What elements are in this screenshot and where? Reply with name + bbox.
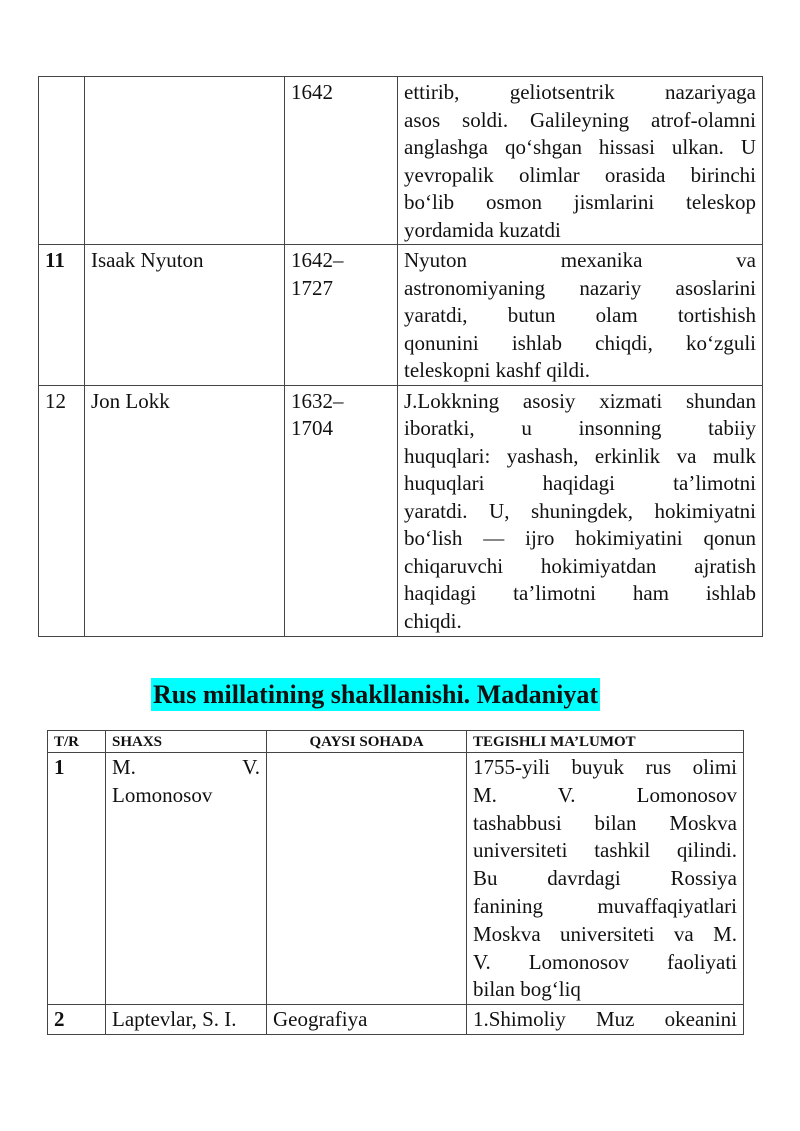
info-line: universiteti tashkil qilindi.	[473, 838, 737, 863]
description-line: bo‘lish — ijro hokimiyatini qonun	[404, 526, 756, 550]
row-number: 2	[48, 1005, 106, 1035]
table-row	[39, 385, 763, 636]
years-line: 1727	[291, 275, 333, 300]
description-line: asos soldi. Galileyning atrof-olamni	[404, 107, 756, 132]
header-field: QAYSI SOHADA	[267, 731, 467, 753]
description-line: J.Lokkning asosiy xizmati shundan	[404, 388, 756, 413]
years-line: 1632–	[291, 388, 344, 413]
person-name: Jon Lokk	[85, 385, 285, 636]
years-line: 1642–	[291, 248, 344, 272]
info-line: fanining muvaffaqiyatlari	[473, 893, 737, 918]
info-line: bilan bog‘liq	[473, 977, 581, 1002]
description-line: yaratdi. U, shuningdek, hokimiyatni	[404, 498, 756, 523]
description-line: iboratki, u insonning tabiiy	[404, 416, 756, 440]
description-line: chiqaruvchi hokimiyatdan ajratish	[404, 553, 756, 578]
header-row	[48, 731, 744, 753]
person-name: Isaak Nyuton	[85, 245, 285, 386]
description-cell	[398, 385, 763, 636]
info-line: V. Lomonosov faoliyati	[473, 949, 737, 974]
description-line: bo‘lib osmon jismlarini teleskop	[404, 190, 756, 214]
header-info: TEGISHLI MA’LUMOT	[467, 731, 744, 753]
years-line: 1642	[291, 80, 333, 104]
description-line: yaratdi, butun olam tortishish	[404, 303, 756, 327]
person-name-line: Laptevlar, S. I.	[112, 1007, 237, 1032]
row-number: 12	[39, 385, 85, 636]
description-line: ettirib, geliotsentrik nazariyaga	[404, 80, 756, 104]
description-line: yevropalik olimlar orasida birinchi	[404, 162, 756, 187]
table-row	[39, 245, 763, 386]
info-cell	[467, 753, 744, 1005]
description-line: huquqlari: yashash, erkinlik va mulk	[404, 443, 756, 468]
person-name-line: Lomonosov	[112, 782, 213, 807]
years-cell	[285, 245, 398, 386]
description-line: huquqlari haqidagi ta’limotni	[404, 471, 756, 495]
row-number: 11	[39, 245, 85, 386]
description-cell	[398, 77, 763, 245]
description-line: anglashga qo‘shgan hissasi ulkan. U	[404, 135, 756, 159]
field-cell	[267, 753, 467, 1005]
years-cell	[285, 385, 398, 636]
description-line: teleskopni kashf qildi.	[404, 358, 591, 382]
info-line: M. V. Lomonosov	[473, 782, 737, 807]
description-line: astronomiyaning nazariy asoslarini	[404, 275, 756, 300]
field-cell: Geografiya	[267, 1005, 467, 1035]
row-number: 1	[48, 753, 106, 1005]
description-line: qonunini ishlab chiqdi, ko‘zguli	[404, 330, 756, 355]
info-line: tashabbusi bilan Moskva	[473, 810, 737, 835]
scientists-table	[38, 76, 763, 637]
person-name-cell	[106, 1005, 267, 1035]
info-line: Moskva universiteti va M.	[473, 921, 737, 946]
description-line: haqidagi ta’limotni ham ishlab	[404, 581, 756, 605]
info-line: 1755-yili buyuk rus olimi	[473, 755, 737, 779]
description-cell	[398, 245, 763, 386]
person-name	[85, 77, 285, 245]
years-cell	[285, 77, 398, 245]
person-name-line: M. V.	[112, 755, 260, 779]
info-line: Bu davrdagi Rossiya	[473, 866, 737, 891]
years-line: 1704	[291, 416, 333, 440]
description-line: chiqdi.	[404, 608, 462, 633]
info-line: 1.Shimoliy Muz okeanini	[473, 1007, 737, 1032]
description-line: yordamida kuzatdi	[404, 217, 561, 242]
culture-table	[47, 730, 744, 1035]
table-row	[48, 753, 744, 1005]
table-row	[48, 1005, 744, 1035]
description-line: Nyuton mexanika va	[404, 248, 756, 272]
header-tr: T/R	[48, 731, 106, 753]
row-number	[39, 77, 85, 245]
header-person: SHAXS	[106, 731, 267, 753]
info-cell	[467, 1005, 744, 1035]
person-name-cell	[106, 753, 267, 1005]
section-heading: Rus millatining shakllanishi. Madaniyat	[153, 680, 599, 709]
table-row	[39, 77, 763, 245]
